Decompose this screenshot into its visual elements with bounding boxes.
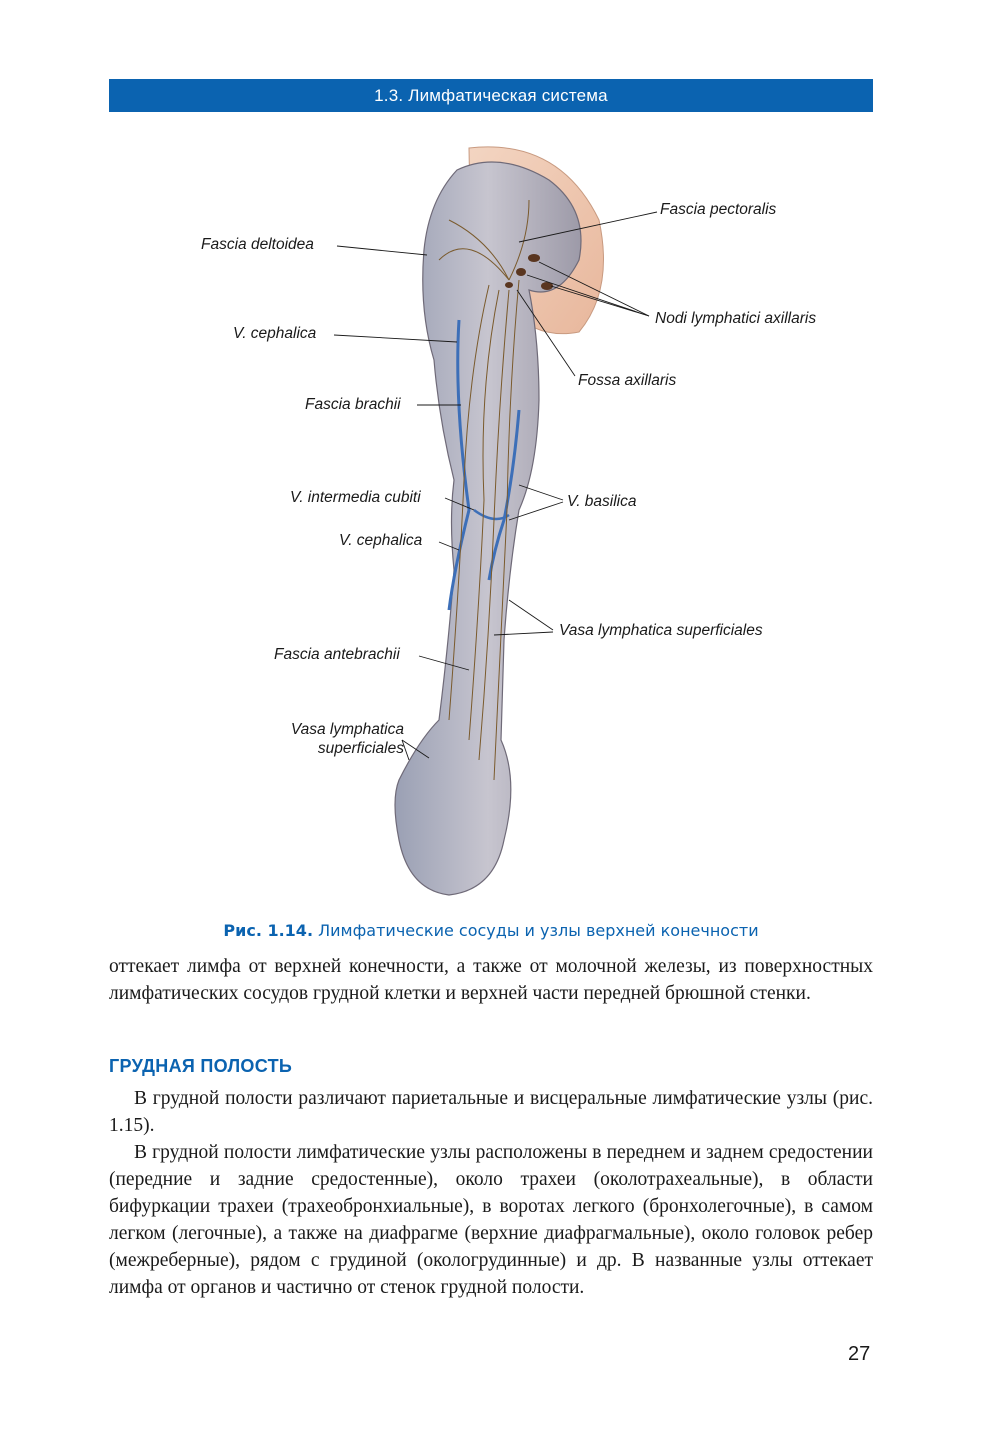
label-vasa-lymphatica-line2: superficiales — [317, 740, 404, 757]
running-header-title: 1.3. Лимфатическая система — [374, 85, 608, 105]
page-number: 27 — [848, 1343, 871, 1365]
figure-caption — [109, 921, 873, 940]
label-nodi-lymphatici-axillaris: Nodi lymphatici axillaris — [655, 310, 817, 327]
paragraph-2: В грудной полости различают париетальные и висцеральные лимфатические узлы (рис. 1.15). — [109, 1088, 873, 1136]
paragraph-1: оттекает лимфа от верхней конечности, а также от молочной железы, из поверхностных лимфатических сосудов грудной клетки и верхней части передней брюшной стенки. — [109, 956, 873, 1004]
caption-number: Рис. 1.14. — [223, 921, 314, 940]
label-fascia-antebrachii: Fascia antebrachii — [274, 646, 400, 663]
label-v-basilica: V. basilica — [567, 493, 637, 510]
running-header — [109, 79, 873, 112]
label-fascia-deltoidea: Fascia deltoidea — [201, 236, 314, 253]
arm-silhouette — [395, 162, 581, 895]
label-vasa-lymphatica-line1: Vasa lymphatica — [290, 721, 404, 738]
label-vasa-lymphatica-superficiales: Vasa lymphatica superficiales — [559, 622, 763, 639]
paragraph-3: В грудной полости лимфатические узлы расположены в переднем и заднем средостении (передние и задние средостенные), около трахеи (околотрахеальные), в области бифуркации трахеи (трахеобронхиальные), в воротах легкого (бронхолегочные), в самом легком (легочные), а также на диафрагме (верхние диафрагмальные), около головок ребер (межреберные), рядом с грудиной (окологрудинные) и др. В названные узлы оттекает лимфа от органов и частично от стенок грудной полости. — [109, 1142, 873, 1298]
label-v-cephalica-lower: V. cephalica — [339, 532, 423, 549]
section-title: ГРУДНАЯ ПОЛОСТЬ — [109, 1056, 293, 1076]
arm-illustration — [109, 140, 873, 910]
arm-drawing — [109, 140, 873, 910]
label-fascia-brachii: Fascia brachii — [305, 396, 401, 413]
caption-text: Лимфатические сосуды и узлы верхней конечности — [318, 921, 759, 940]
label-fossa-axillaris: Fossa axillaris — [578, 372, 677, 389]
label-v-cephalica-upper: V. cephalica — [233, 325, 317, 342]
label-v-intermedia-cubiti: V. intermedia cubiti — [290, 489, 421, 506]
label-fascia-pectoralis: Fascia pectoralis — [660, 201, 777, 218]
